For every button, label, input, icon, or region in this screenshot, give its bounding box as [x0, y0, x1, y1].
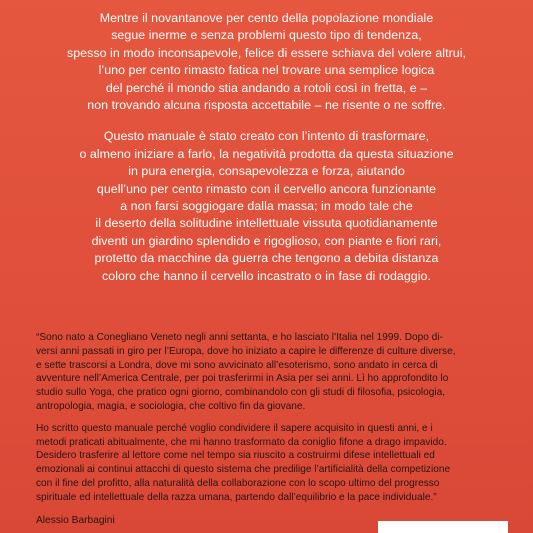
bio-line: emozionali ai continui attacchi di questo sistema che predilige l’artificialità della competizione [36, 464, 451, 476]
intro-line: a non farsi soggiogare dalla massa; in modo tale che [120, 199, 413, 214]
author-bio-block [36, 331, 518, 505]
barcode-area [378, 521, 508, 533]
intro-paragraph-2 [28, 128, 505, 285]
bio-line: studio sullo Yoga, che pratico ogni giorno, combinandolo con gli studi di filosofia, psicologia, [36, 387, 446, 399]
bio-line: metodi praticati abitualmente, che mi hanno trasformato da coniglio fifone a drago impavido. [36, 436, 447, 448]
intro-line: del perché il mondo stia andando a rotoli così in fretta, e – [105, 80, 428, 95]
bio-line: spirituale ed intellettuale della razza umana, partendo dall’equilibrio e la pace individuale.” [36, 491, 437, 503]
intro-paragraph-1 [28, 10, 505, 114]
intro-line: quell’uno per cento rimasto con il cervello ancora funzionante [96, 181, 437, 196]
bio-paragraph-1 [36, 331, 518, 414]
intro-line: o almeno iniziare a farlo, la negatività prodotta da questa situazione [79, 146, 454, 161]
bio-line: “Sono nato a Conegliano Veneto negli anni settanta, e ho lasciato l’Italia nel 1999. Dopo di- [36, 332, 443, 343]
intro-line: segue inerme e senza problemi questo tipo di tendenza, [111, 28, 422, 43]
intro-line: in pura energia, consapevolezza e forza, aiutando [128, 164, 405, 179]
intro-line: coloro che hanno il cervello incastrato o in fase di rodaggio. [102, 268, 431, 283]
intro-line: Questo manuale è stato creato con l’intento di trasformare, [103, 129, 430, 144]
intro-line: Mentre il novantanove per cento della popolazione mondiale [99, 11, 434, 25]
bio-line: versi anni passati in giro per l’Europa, dove ho iniziato a capire le differenze di culture diverse, [36, 345, 456, 357]
bio-line: e sette trascorsi a Londra, dove mi sono avvicinato all’esoterismo, sono andato in cerca di [36, 359, 438, 371]
intro-line: spesso in modo inconsapevole, felice di essere schiava del volere altrui, [67, 45, 466, 60]
intro-line: diventi un giardino splendido e rigoglioso, con piante e fiori rari, [91, 233, 442, 248]
bio-line: antropologia, magia, e sociologia, che coltivo fin da giovane. [36, 400, 306, 412]
intro-line: il deserto della solitudine intellettuale vissuta quotidianamente [95, 216, 438, 231]
bio-line: Desidero trasferire al lettore come nel tempo sia riuscito a costruirmi difese intellettuali ed [36, 450, 435, 462]
intro-line: protetto da macchine da guerra che tengono a debita distanza [94, 251, 439, 266]
author-signature: Alessio Barbagini [36, 515, 115, 526]
bio-line: avventure nell’America Centrale, per poi trasferirmi in Asia per sei anni. Lì ho approfondito lo [36, 373, 449, 385]
bio-line: con il fine del profitto, alla naturalità della collaborazione con lo scopo ultimo del progresso [36, 477, 440, 489]
intro-line: non trovando alcuna risposta accettabile – ne risente o ne soffre. [87, 98, 446, 113]
intro-line: l’uno per cento rimasto fatica nel trovare una semplice logica [98, 63, 435, 78]
bio-paragraph-2 [36, 422, 518, 505]
intro-text-block [28, 10, 505, 285]
bio-line: Ho scritto questo manuale perché voglio condividere il sapere acquisito in questi anni, e i [36, 422, 433, 434]
